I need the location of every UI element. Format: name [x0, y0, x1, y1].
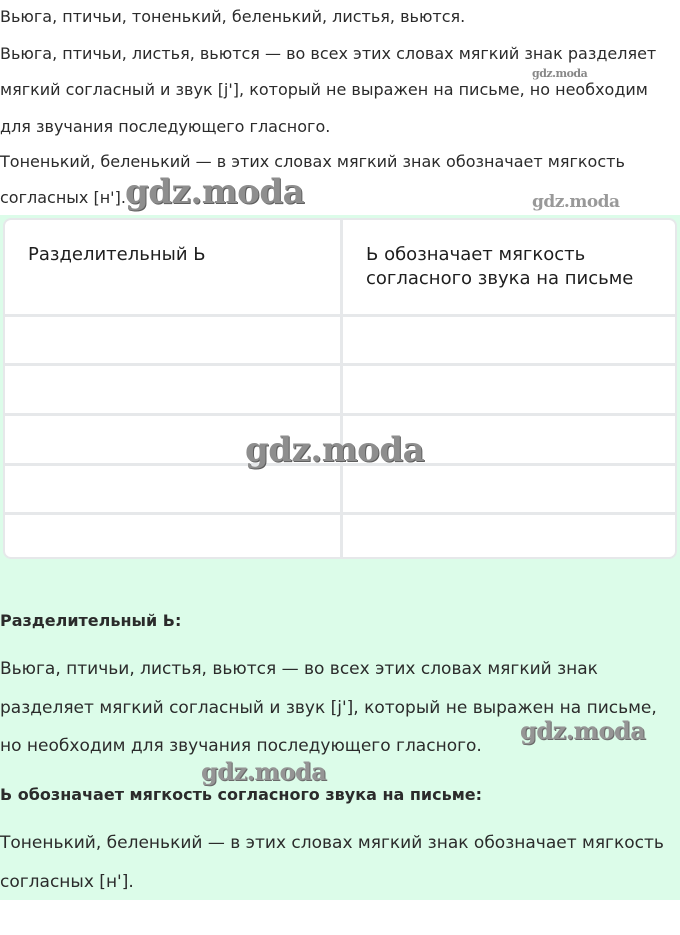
watermark: gdz.moda: [532, 192, 620, 212]
table-row-divider: [5, 512, 675, 515]
answer-p1-line-1: Вьюга, птичьи, листья, вьются — во всех этих словах мягкий знак: [0, 659, 598, 679]
intro-line-4: для звучания последующего гласного.: [0, 117, 331, 136]
answer-table: [3, 218, 677, 559]
answer-heading-separating: Разделительный Ь:: [0, 611, 182, 630]
watermark: gdz.moda: [245, 430, 425, 470]
table-header-separating-sign: Разделительный Ь: [28, 244, 206, 265]
answer-p1-line-2: разделяет мягкий согласный и звук [j'], который не выражен на письме,: [0, 698, 657, 718]
intro-line-1: Вьюга, птичьи, тоненький, беленький, листья, вьются.: [0, 7, 466, 26]
answer-heading-softness: Ь обозначает мягкость согласного звука на письме:: [0, 785, 483, 804]
answer-p1-line-3: но необходим для звучания последующего гласного.: [0, 736, 482, 756]
table-row-divider: [5, 314, 675, 317]
watermark: gdz.moda: [532, 67, 588, 80]
watermark: gdz.moda: [520, 716, 646, 745]
watermark: gdz.moda: [125, 172, 305, 212]
table-column-divider: [340, 220, 343, 557]
answer-p2-line-1: Тоненький, беленький — в этих словах мягкий знак обозначает мягкость: [0, 833, 664, 853]
table-header-softness-sign-line-1: Ь обозначает мягкость: [366, 244, 586, 265]
intro-line-5: Тоненький, беленький — в этих словах мягкий знак обозначает мягкость: [0, 152, 625, 171]
intro-line-6: согласных [н'].: [0, 188, 126, 207]
watermark: gdz.moda: [201, 757, 327, 786]
table-header-softness-sign-line-2: согласного звука на письме: [366, 268, 634, 289]
table-row-divider: [5, 363, 675, 366]
intro-line-2: Вьюга, птичьи, листья, вьются — во всех этих словах мягкий знак разделяет: [0, 44, 657, 63]
table-row-divider: [5, 413, 675, 416]
intro-line-3: мягкий согласный и звук [j'], который не выражен на письме, но необходим: [0, 80, 648, 99]
answer-p2-line-2: согласных [н'].: [0, 872, 134, 892]
